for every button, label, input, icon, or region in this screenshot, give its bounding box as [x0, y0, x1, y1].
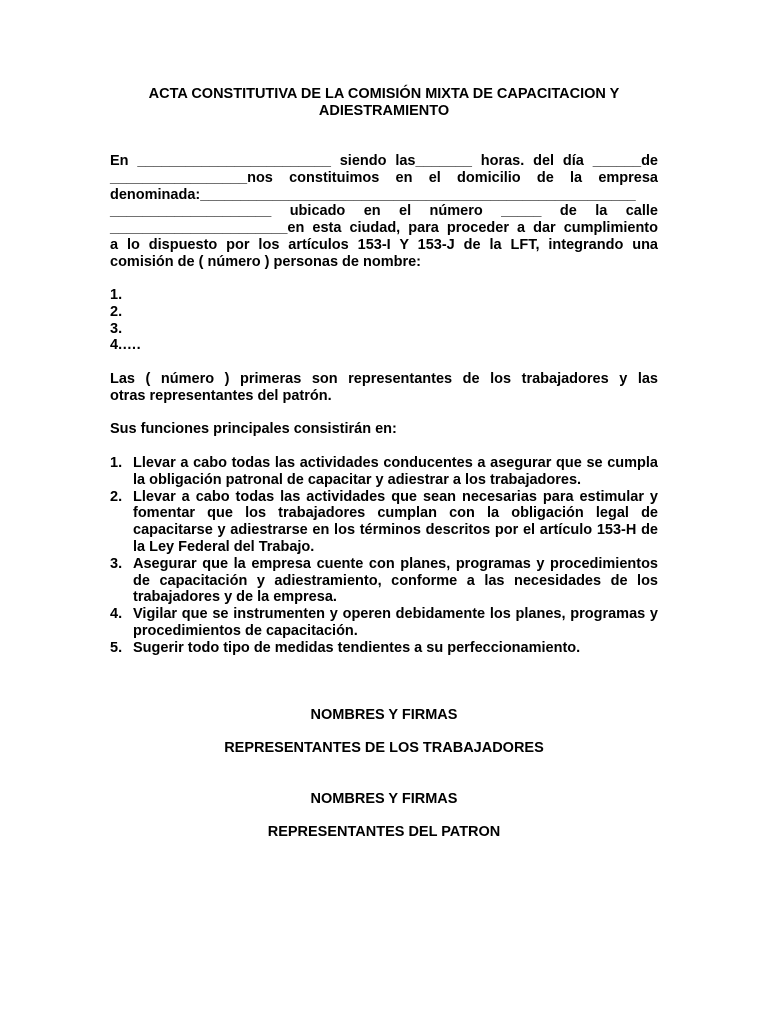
employer-representatives-heading: REPRESENTANTES DEL PATRON [267, 824, 501, 840]
item-text: Asegurar que la empresa cuente con planes, programas y procedimientos de capacitación y adiestramiento, conforme a las necesidades de los trabajadores y de la empresa. [133, 555, 658, 606]
representation-line: Las ( número ) primeras son representantes de los trabajadores y las [110, 371, 658, 387]
list-item [110, 455, 658, 489]
item-text: Llevar a cabo todas las actividades conducentes a asegurar que se cumpla la obligación patronal de capacitar y adiestrar a los trabajadores. [133, 455, 658, 488]
list-item: 2. [110, 303, 123, 320]
representation-paragraph [110, 371, 658, 405]
item-text: Sugerir todo tipo de medidas tendientes a su perfeccionamiento. [133, 639, 581, 656]
intro-line: a lo dispuesto por los artículos 153-I Y 153-J de la LFT, integrando una [110, 236, 658, 253]
intro-line: _________________nos constituimos en el domicilio de la empresa [110, 169, 658, 186]
representation-line: otras representantes del patrón. [110, 387, 332, 404]
title-line-1: ACTA CONSTITUTIVA DE LA COMISIÓN MIXTA DE CAPACITACION Y [148, 86, 620, 102]
functions-heading: Sus funciones principales consistirán en: [110, 421, 397, 437]
document-title [110, 86, 658, 120]
item-number: 3. [110, 555, 123, 572]
title-line-2: ADIESTRAMIENTO [318, 103, 450, 119]
intro-line: denominada:______________________________________________________ [110, 186, 636, 203]
list-item: 4.…. [110, 337, 141, 354]
item-number: 4. [110, 606, 123, 623]
member-list [110, 287, 141, 354]
item-number: 5. [110, 639, 123, 656]
workers-representatives-heading: REPRESENTANTES DE LOS TRABAJADORES [224, 740, 544, 756]
list-item: 3. [110, 320, 123, 337]
intro-line: ____________________ ubicado en el número _____ de la calle [110, 203, 658, 220]
item-text: Llevar a cabo todas las actividades que sean necesarias para estimular y fomentar que los trabajadores cumplan con la obligación legal de capacitarse y adiestrarse en los términos descritos por el artículo 153-H de la Ley Federal del Trabajo. [133, 488, 658, 555]
functions-list [110, 455, 658, 657]
intro-line: ______________________en esta ciudad, para proceder a dar cumplimiento [110, 220, 658, 237]
intro-paragraph [110, 153, 658, 271]
list-item [110, 556, 658, 606]
item-number: 2. [110, 488, 123, 505]
intro-line: En ________________________ siendo las_______ horas. del día ______de [110, 153, 658, 169]
item-text: Vigilar que se instrumenten y operen debidamente los planes, programas y procedimientos de capacitación. [133, 606, 658, 639]
intro-line: comisión de ( número ) personas de nombre: [110, 253, 421, 270]
list-item [110, 640, 658, 657]
item-number: 1. [110, 455, 123, 471]
list-item [110, 489, 658, 556]
names-signatures-heading: NOMBRES Y FIRMAS [310, 791, 458, 807]
names-signatures-heading: NOMBRES Y FIRMAS [310, 707, 458, 723]
list-item: 1. [110, 287, 123, 303]
list-item [110, 606, 658, 640]
